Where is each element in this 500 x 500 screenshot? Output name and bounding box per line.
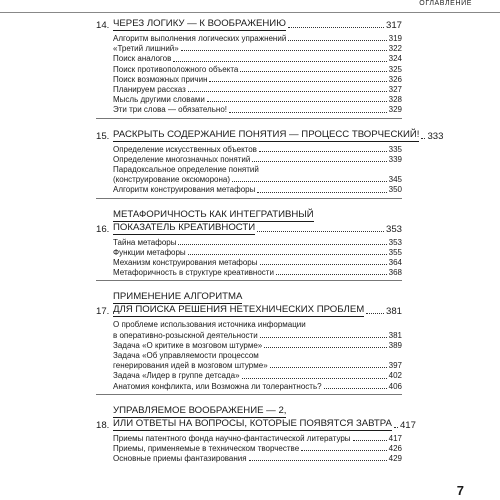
entry-page: 322 [388, 44, 402, 54]
entry-page: 326 [388, 74, 402, 84]
entry-title: Определение многозначных понятий [113, 154, 251, 164]
toc-entry[interactable] [113, 185, 402, 195]
toc-chapter [96, 209, 402, 282]
chapter-title: МЕТАФОРИЧНОСТЬ КАК ИНТЕГРАТИВНЫЙ [113, 208, 314, 220]
entry-page: 325 [388, 64, 402, 74]
toc-chapter [96, 404, 416, 467]
dot-leader [207, 101, 387, 102]
dot-leader [276, 274, 387, 275]
toc-entry[interactable] [113, 382, 402, 392]
entry-page: 364 [388, 258, 402, 268]
toc-entry[interactable] [113, 268, 402, 278]
dot-leader [260, 264, 387, 265]
toc-entry[interactable] [113, 444, 402, 454]
entry-page: 327 [388, 85, 402, 95]
toc-chapter [96, 18, 402, 119]
toc-entry[interactable] [113, 145, 402, 155]
toc-entry[interactable] [113, 238, 402, 248]
dot-leader [173, 61, 386, 62]
toc-entry[interactable] [113, 434, 402, 444]
toc-chapter [96, 128, 444, 199]
toc-entry[interactable] [113, 371, 402, 381]
entry-page: 368 [388, 268, 402, 278]
entry-title: Задача «Лидер в группе детсада» [113, 371, 240, 381]
dot-leader [249, 460, 387, 461]
toc-entry[interactable] [113, 454, 402, 464]
toc-chapter [96, 291, 402, 394]
dot-leader [257, 192, 386, 193]
dot-leader [257, 231, 384, 232]
toc-entry[interactable] [113, 65, 402, 75]
entry-page: 339 [388, 154, 402, 164]
dot-leader [178, 244, 386, 245]
dot-leader [366, 313, 384, 314]
entry-title: Основные приемы фантазирования [113, 454, 247, 464]
dot-leader [188, 91, 387, 92]
entry-title: Механизм конструирования метафоры [113, 258, 258, 268]
entry-title: Парадоксальное определение понятий [113, 165, 259, 175]
toc-entry[interactable] [113, 155, 402, 165]
chapter-page: 333 [427, 130, 444, 142]
chapter-number: 18. [96, 419, 110, 431]
dot-leader [324, 388, 387, 389]
dot-leader [188, 254, 387, 255]
entry-page: 406 [388, 381, 402, 391]
chapter-page: 381 [385, 306, 402, 318]
toc-entry[interactable] [113, 54, 402, 64]
header-rule [0, 12, 500, 13]
entry-title: (конструирование оксюморона) [113, 175, 231, 185]
entry-page: 324 [388, 54, 402, 64]
entry-title: Анатомия конфликта, или Возможна ли толерантность? [113, 381, 322, 391]
running-header: ОГЛАВЛЕНИЕ [419, 0, 472, 7]
entry-title: Приемы патентного фонда научно-фантастической литературы [113, 433, 351, 443]
dot-leader [270, 367, 387, 368]
toc-entry[interactable] [113, 258, 402, 268]
toc-entry[interactable] [113, 341, 402, 351]
entry-page: 319 [388, 34, 402, 43]
entry-page: 355 [388, 247, 402, 257]
dot-leader [288, 27, 384, 28]
toc-entry[interactable] [113, 44, 402, 54]
entry-title: Приемы, применяемые в техническом творчестве [113, 444, 300, 454]
chapter-title: ДЛЯ ПОИСКА РЕШЕНИЯ НЕТЕХНИЧЕСКИХ ПРОБЛЕМ [113, 304, 365, 316]
entry-title: Определение искусственных объектов [113, 144, 257, 154]
entry-title: Поиск возможных причин [113, 74, 208, 84]
chapter-heading[interactable] [96, 404, 416, 431]
entry-page: 417 [388, 433, 402, 443]
entry-title: в оперативно-розыскной деятельности [113, 330, 258, 340]
entry-title: Метафоричность в структуре креативности [113, 268, 274, 278]
entry-title: Задача «Об управляемости процессом [113, 351, 259, 361]
entry-title: Эти три слова — обязательно! [113, 105, 227, 115]
dot-leader [260, 337, 387, 338]
entry-title: Поиск противоположного объекта [113, 64, 239, 74]
toc-entry[interactable] [113, 105, 402, 115]
entry-title: Тайна метафоры [113, 237, 177, 247]
dot-leader [242, 378, 387, 379]
entry-page: 328 [388, 95, 402, 105]
chapter-number: 14. [96, 20, 110, 31]
chapter-title: ПРИМЕНЕНИЕ АЛГОРИТМА [113, 291, 243, 303]
chapter-heading[interactable] [96, 291, 402, 317]
dot-leader [252, 161, 386, 162]
chapter-number: 15. [96, 130, 110, 142]
toc-entry[interactable] [113, 351, 402, 371]
toc-entry[interactable] [113, 320, 402, 340]
entry-title: Мысль другими словами [113, 95, 205, 105]
dot-leader [209, 81, 386, 82]
page-number: 7 [456, 483, 464, 498]
entry-title: «Третий лишний» [113, 44, 179, 54]
toc-entry[interactable] [113, 75, 402, 85]
dot-leader [229, 112, 387, 113]
entry-title: Алгоритм конструирования метафоры [113, 185, 256, 195]
entry-title: Задача «О критике в мозговом штурме» [113, 340, 263, 350]
entry-page: 353 [388, 237, 402, 247]
dot-leader [264, 347, 386, 348]
entry-page: 426 [388, 444, 402, 454]
chapter-page: 417 [399, 419, 416, 431]
chapter-heading[interactable] [96, 18, 402, 31]
entry-title: О проблеме использования источника информации [113, 320, 306, 330]
entry-page: 381 [388, 330, 402, 340]
entry-page: 389 [388, 340, 402, 350]
toc-entry[interactable] [113, 34, 402, 44]
entry-title: Функции метафоры [113, 247, 186, 257]
entry-page: 402 [388, 371, 402, 381]
toc-entry[interactable] [113, 165, 402, 185]
chapter-number: 17. [96, 306, 110, 318]
entry-title: генерирования идей в мозговом штурме» [113, 361, 268, 371]
dot-leader [181, 50, 387, 51]
table-of-contents [96, 16, 444, 476]
chapter-title: ЧЕРЕЗ ЛОГИКУ — К ВООБРАЖЕНИЮ [113, 18, 286, 29]
dot-leader [288, 40, 386, 41]
entry-title: Планируем рассказ [113, 85, 186, 95]
dot-leader [394, 427, 398, 428]
chapter-page: 317 [385, 20, 402, 31]
chapter-title: ПОКАЗАТЕЛЬ КРЕАТИВНОСТИ [113, 221, 256, 233]
chapter-heading[interactable] [96, 128, 444, 142]
entry-title: Поиск аналогов [113, 54, 172, 64]
dot-leader [259, 151, 387, 152]
dot-leader [421, 138, 425, 139]
chapter-heading[interactable] [96, 209, 402, 235]
toc-entry[interactable] [113, 95, 402, 105]
chapter-title: РАСКРЫТЬ СОДЕРЖАНИЕ ПОНЯТИЯ — ПРОЦЕСС ТВОРЧЕСКИЙ! [113, 128, 420, 140]
dot-leader [353, 440, 387, 441]
chapter-page: 353 [385, 223, 402, 235]
chapter-title: УПРАВЛЯЕМОЕ ВООБРАЖЕНИЕ — 2, [113, 404, 287, 416]
chapter-number: 16. [96, 223, 110, 235]
entry-page: 350 [388, 185, 402, 195]
toc-entry[interactable] [113, 85, 402, 95]
entry-page: 345 [388, 175, 402, 185]
entry-page: 335 [388, 144, 402, 154]
dot-leader [240, 71, 386, 72]
entry-page: 329 [388, 105, 402, 115]
toc-entry[interactable] [113, 248, 402, 258]
dot-leader [232, 181, 387, 182]
chapter-title: ИЛИ ОТВЕТЫ НА ВОПРОСЫ, КОТОРЫЕ ПОЯВЯТСЯ ЗАВТРА [113, 417, 392, 429]
dot-leader [301, 450, 386, 451]
entry-page: 429 [388, 454, 402, 464]
entry-title: Алгоритм выполнения логических упражнений [113, 34, 287, 43]
entry-page: 397 [388, 361, 402, 371]
